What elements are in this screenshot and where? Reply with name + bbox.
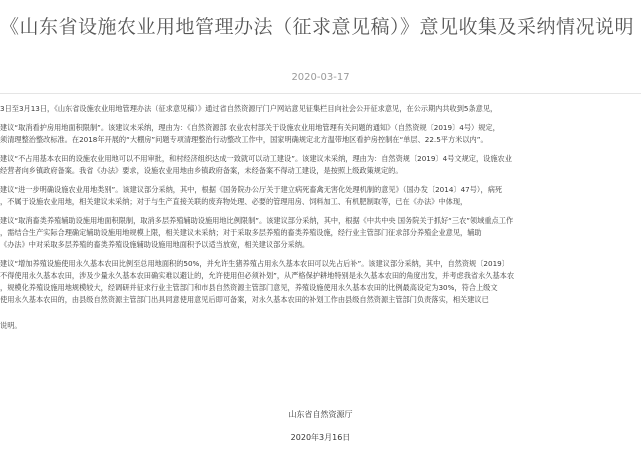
paragraph-line: 使用永久基本农田的，由县级自然资源主管部门出具同意使用意见后即可备案，对永久基本农田的补划工作由县级自然资源主管部门负责落实，相关建议已 [0, 295, 489, 304]
paragraph-line: 建议“增加养殖设施使用永久基本农田比例至总用地面积的50%，并允许生猪养殖占用永久基本农田可以先占后补”。该建议部分采纳，其中，自然资规〔2019〕 [0, 259, 509, 268]
divider [0, 93, 641, 94]
paragraph-line: 经营者向乡镇政府备案。我省《办法》要求，设施农业用地由乡镇政府备案，未经备案不得动工建设，是按照上级政策规定的。 [0, 166, 403, 175]
paragraph-line: ，规模化养殖设施用地规模较大，经调研并征求行业主管部门和市县自然资源主管部门意见，养殖设施使用永久基本农田的比例最高设定为30%，符合上级文 [0, 283, 498, 292]
paragraph-line: 不得使用永久基本农田，涉及少量永久基本农田确实难以避让的，允许使用但必须补划”，从严格保护耕地特别是永久基本农田的角度出发，并考虑我省永久基本农 [0, 271, 515, 280]
publish-date: 2020-03-17 [291, 72, 350, 83]
paragraph-line: 须清理整治整改标准。在2018年开展的“大棚房”问题专项清理整治行动整改工作中，国家明确规定北方温带地区看护房控制在“单层、22.5平方米以内”。 [0, 135, 488, 144]
paragraph-line: 说明。 [0, 321, 22, 330]
paragraph-line: 建议“取消畜类养殖辅助设施用地面积限制，取消多层养殖辅助设施用地比例限制”。该建议部分采纳，其中，根据《中共中央 国务院关于抓好“三农”领域重点工作 [0, 216, 514, 225]
article-title: 《山东省设施农业用地管理办法（征求意见稿）》意见收集及采纳情况说明 [0, 16, 635, 38]
paragraph-line: 建议“不占用基本农田的设施农业用地可以不用审批，和村经济组织达成一致就可以动工建设”。该建议未采纳，理由为：自然资规〔2019〕4号文规定，设施农业 [0, 154, 512, 163]
paragraph-line: ，不属于设施农业用地，相关建议未采纳；对于与生产直接关联的废弃物处理、必要的管理用房、饲料加工、有机肥制取等，已在《办法》中体现， [0, 197, 468, 206]
signature-date: 2020年3月16日 [290, 433, 351, 442]
paragraph-line: 建议“进一步明确设施农业用地类别”。该建议部分采纳，其中，根据《国务院办公厅关于建立病死畜禽无害化处理机制的意见》（国办发〔2014〕47号），病死 [0, 185, 503, 194]
paragraph-line: 建议“取消看护房用地面积限制”。该建议未采纳，理由为：《自然资源部 农业农村部关于设施农业用地管理有关问题的通知》（自然资规〔2019〕4号）规定， [0, 123, 500, 132]
paragraph-line: 《办法》中对采取多层养殖的畜类养殖设施辅助设施用地面积予以适当放宽，相关建议部分采纳。 [0, 240, 310, 249]
paragraph-line: ，需结合生产实际合理确定辅助设施用地规模上限，相关建议未采纳；对于采取多层养殖的畜类养殖设施，经行业主管部门征求部分养殖企业意见，辅助 [0, 228, 482, 237]
signature-org: 山东省自然资源厅 [288, 410, 353, 419]
paragraph-line: 3日至3月13日，《山东省设施农业用地管理办法（征求意见稿）》通过省自然资源厅门户网站意见征集栏目向社会公开征求意见，在公示期内共收到5条意见， [0, 104, 498, 113]
article-body [0, 103, 641, 332]
